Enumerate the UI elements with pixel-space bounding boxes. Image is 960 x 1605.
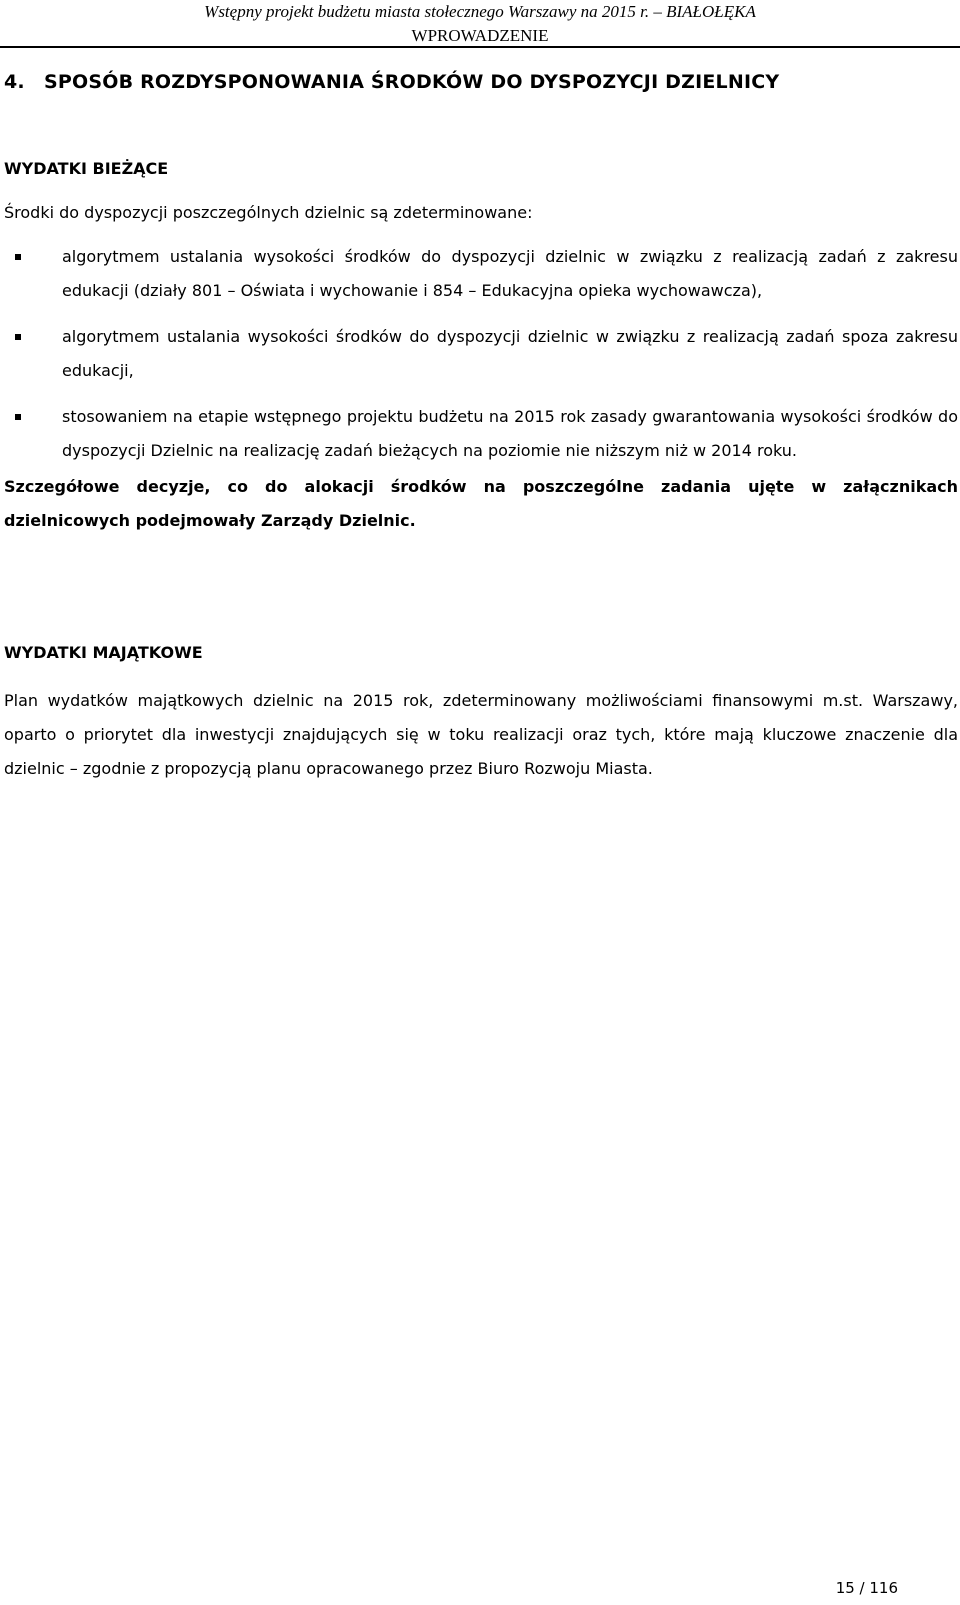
list-item [4, 400, 958, 468]
page-number: 15 / 116 [835, 1579, 898, 1597]
list-item-text: algorytmem ustalania wysokości środków do dyspozycji dzielnic w związku z realizacją zadań z zakresu edukacji (działy 801 – Oświata i wychowanie i 854 – Edukacyjna opieka wychowawcza), [62, 247, 958, 300]
document-title: Wstępny projekt budżetu miasta stołecznego Warszawy na 2015 r. – BIAŁOŁĘKA [204, 2, 756, 21]
list-item [4, 240, 958, 308]
header-divider [0, 46, 960, 48]
list-item [4, 320, 958, 388]
page-header [0, 0, 960, 46]
capital-expenses-paragraph: Plan wydatków majątkowych dzielnic na 2015 rok, zdeterminowany możliwościami finansowymi m.st. Warszawy, oparto o priorytet dla inwestycji znajdujących się w toku realizacji oraz tych, które mają kluczowe znaczenie dla dzielnic – zgodnie z propozycją planu opracowanego przez Biuro Rozwoju Miasta. [4, 691, 958, 778]
page-content [4, 70, 958, 786]
capital-expenses-heading: WYDATKI MAJĄTKOWE [4, 643, 203, 662]
list-item-text: algorytmem ustalania wysokości środków do dyspozycji dzielnic w związku z realizacją zadań spoza zakresu edukacji, [62, 327, 958, 380]
current-expenses-intro: Środki do dyspozycji poszczególnych dzielnic są zdeterminowane: [4, 203, 533, 222]
square-bullet-icon [15, 254, 21, 260]
current-expenses-heading: WYDATKI BIEŻĄCE [4, 159, 169, 178]
determinants-list [4, 240, 958, 468]
square-bullet-icon [15, 414, 21, 420]
section-title [4, 70, 958, 94]
section-number: 4. [4, 71, 25, 93]
decision-note: Szczegółowe decyzje, co do alokacji środków na poszczególne zadania ujęte w załącznikach dzielnicowych podejmowały Zarządy Dzielnic. [4, 477, 958, 530]
section-title-text: SPOSÓB ROZDYSPONOWANIA ŚRODKÓW DO DYSPOZYCJI DZIELNICY [44, 71, 780, 93]
square-bullet-icon [15, 334, 21, 340]
document-section-label: WPROWADZENIE [411, 26, 549, 45]
list-item-text: stosowaniem na etapie wstępnego projektu budżetu na 2015 rok zasady gwarantowania wysokości środków do dyspozycji Dzielnic na realizację zadań bieżących na poziomie nie niższym niż w 2014 roku. [62, 407, 958, 460]
